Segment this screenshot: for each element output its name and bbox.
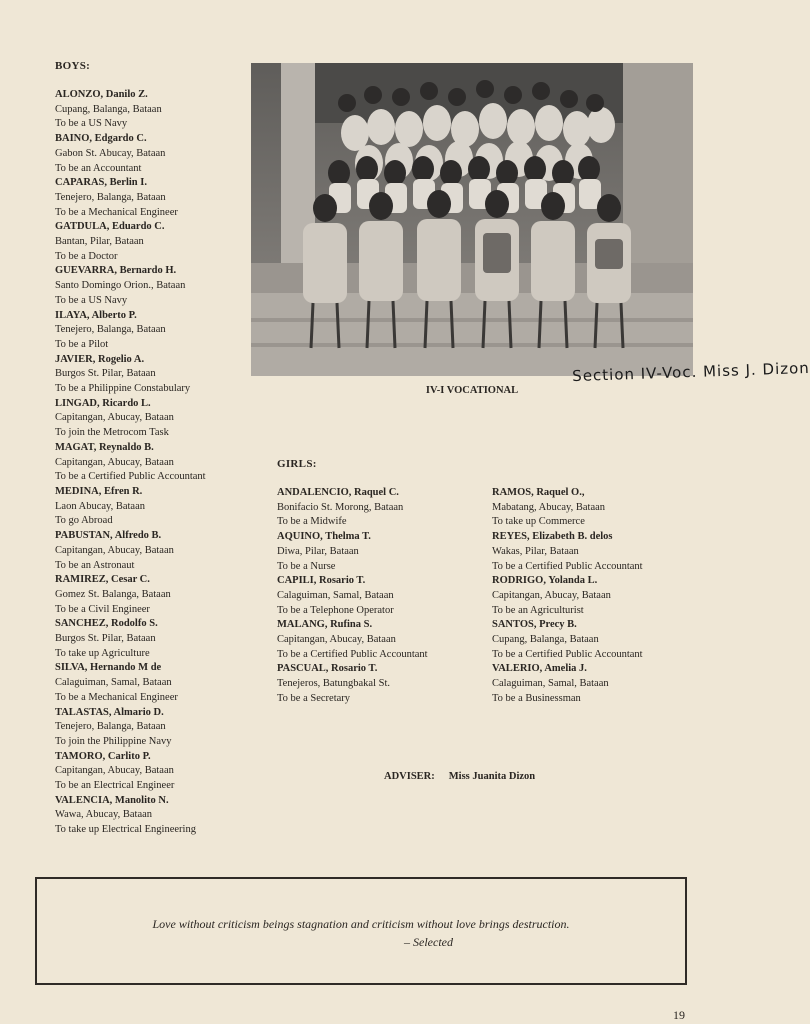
class-photo [251, 63, 810, 386]
student-entry [55, 176, 255, 220]
girls-column-1 [277, 486, 477, 707]
student-entry [55, 485, 255, 529]
student-goal: To be a Certified Public Accountant [55, 471, 206, 483]
student-name: ILAYA, Alberto P. [55, 309, 137, 321]
student-name: RAMOS, Raquel O., [492, 487, 585, 498]
student-goal: To be a Certified Public Accountant [492, 560, 643, 572]
student-entry [277, 486, 477, 530]
student-goal: To go Abroad [55, 515, 113, 527]
quote-box [35, 877, 687, 985]
student-goal: To be a Pilot [55, 338, 109, 350]
student-name: VALERIO, Amelia J. [492, 663, 587, 675]
student-name: GUEVARRA, Bernardo H. [55, 265, 177, 277]
student-entry [492, 662, 702, 706]
student-name: MALANG, Rufina S. [277, 619, 373, 631]
boys-heading: BOYS: [55, 60, 91, 72]
student-address: Tenejero, Balanga, Bataan [55, 191, 166, 203]
student-entry [492, 574, 702, 618]
student-address: Laon Abucay, Bataan [55, 500, 145, 512]
student-name: ALONZO, Danilo Z. [55, 89, 148, 100]
quote-text: Love without criticism beings stagnation and criticism without love brings destruction. [152, 917, 570, 931]
student-name: CAPARAS, Berlin I. [55, 177, 147, 189]
student-goal: To be an Electrical Engineer [55, 780, 175, 792]
student-name: ANDALENCIO, Raquel C. [277, 487, 399, 498]
student-goal: To be a US Navy [55, 294, 128, 306]
student-name: RAMIREZ, Cesar C. [55, 574, 150, 586]
student-address: Gabon St. Abucay, Bataan [55, 147, 166, 159]
student-entry [55, 132, 255, 176]
student-entry [55, 573, 255, 617]
student-goal: To be a Secretary [277, 692, 351, 704]
student-name: TAMORO, Carlito P. [55, 750, 151, 762]
student-entry [492, 618, 702, 662]
photo-caption: Section IV-Voc. Miss J. Dizon [571, 358, 810, 386]
student-name: BAINO, Edgardo C. [55, 133, 147, 145]
student-entry [277, 618, 477, 662]
boys-list [55, 88, 255, 838]
student-address: Gomez St. Balanga, Bataan [55, 588, 171, 600]
student-goal: To take up Electrical Engineering [55, 824, 196, 836]
student-entry [55, 617, 255, 661]
student-name: SANCHEZ, Rodolfo S. [55, 618, 158, 630]
student-name: MAGAT, Reynaldo B. [55, 441, 154, 453]
student-name: VALENCIA, Manolito N. [55, 794, 169, 806]
student-goal: To be a Telephone Operator [277, 604, 394, 616]
student-address: Tenejero, Balanga, Bataan [55, 324, 166, 336]
student-goal: To be a Midwife [277, 516, 347, 528]
student-name: SANTOS, Precy B. [492, 619, 577, 631]
student-goal: To be a Mechanical Engineer [55, 206, 178, 218]
student-goal: To be a Doctor [55, 250, 118, 262]
student-name: RODRIGO, Yolanda L. [492, 575, 598, 587]
student-entry [55, 794, 255, 838]
student-goal: To be a Certified Public Accountant [277, 648, 428, 660]
student-address: Cupang, Balanga, Bataan [55, 103, 162, 115]
student-address: Mabatang, Abucay, Bataan [492, 501, 606, 513]
student-entry [55, 353, 255, 397]
student-name: MEDINA, Efren R. [55, 485, 143, 497]
student-entry [492, 486, 702, 530]
student-address: Cupang, Balanga, Bataan [492, 634, 599, 646]
student-name: SILVA, Hernando M de [55, 662, 162, 674]
section-label: IV-I VOCATIONAL [425, 385, 519, 396]
student-goal: To join the Philippine Navy [55, 735, 172, 747]
student-goal: To be a Philippine Constabulary [55, 383, 191, 395]
student-address: Calaguiman, Samal, Bataan [277, 589, 394, 601]
student-entry [492, 530, 702, 574]
adviser-label: ADVISER: [384, 771, 435, 782]
student-entry [55, 529, 255, 573]
adviser [384, 771, 535, 782]
student-address: Capitangan, Abucay, Bataan [277, 634, 396, 646]
student-name: PASCUAL, Rosario T. [277, 663, 378, 675]
student-address: Wakas, Pilar, Bataan [492, 545, 579, 557]
class-photo-image [251, 63, 693, 376]
student-goal: To be a Civil Engineer [55, 603, 150, 615]
student-goal: To be a Certified Public Accountant [492, 648, 643, 660]
student-entry [55, 706, 255, 750]
student-goal: To be an Astronaut [55, 559, 135, 571]
student-address: Calaguiman, Samal, Bataan [55, 677, 172, 689]
adviser-name: Miss Juanita Dizon [448, 771, 536, 782]
student-name: LINGAD, Ricardo L. [55, 397, 151, 409]
girls-column-2 [492, 486, 702, 707]
student-name: JAVIER, Rogelio A. [55, 353, 145, 365]
student-goal: To take up Commerce [492, 516, 585, 528]
student-address: Capitangan, Abucay, Bataan [55, 765, 174, 777]
student-entry [55, 220, 255, 264]
student-entry [277, 662, 477, 706]
student-address: Burgos St. Pilar, Bataan [55, 368, 156, 380]
student-goal: To be a Mechanical Engineer [55, 691, 178, 703]
student-entry [55, 397, 255, 441]
student-name: CAPILI, Rosario T. [277, 575, 366, 587]
student-address: Diwa, Pilar, Bataan [277, 545, 359, 557]
student-address: Tenejeros, Batungbakal St. [277, 678, 390, 690]
student-entry [55, 309, 255, 353]
student-entry [277, 574, 477, 618]
student-address: Bantan, Pilar, Bataan [55, 236, 144, 248]
student-name: GATDULA, Eduardo C. [55, 221, 165, 233]
student-address: Calaguiman, Samal, Bataan [492, 678, 609, 690]
student-entry [55, 441, 255, 485]
student-goal: To join the Metrocom Task [55, 427, 169, 439]
student-address: Capitangan, Abucay, Bataan [55, 456, 174, 468]
student-goal: To be an Accountant [55, 162, 142, 174]
student-name: TALASTAS, Almario D. [55, 706, 164, 718]
student-entry [55, 750, 255, 794]
student-entry [55, 661, 255, 705]
student-entry [55, 264, 255, 308]
student-goal: To be an Agriculturist [492, 604, 584, 616]
student-address: Capitangan, Abucay, Bataan [492, 589, 611, 601]
student-address: Capitangan, Abucay, Bataan [55, 412, 174, 424]
student-address: Santo Domingo Orion., Bataan [55, 280, 186, 292]
student-goal: To be a US Navy [55, 118, 128, 130]
student-address: Tenejero, Balanga, Bataan [55, 721, 166, 733]
student-name: REYES, Elizabeth B. delos [492, 531, 613, 543]
girls-heading: GIRLS: [277, 458, 317, 470]
student-address: Burgos St. Pilar, Bataan [55, 633, 156, 645]
student-address: Bonifacio St. Morong, Bataan [277, 501, 404, 513]
quote-source: – Selected [404, 935, 453, 949]
student-address: Wawa, Abucay, Bataan [55, 809, 153, 821]
student-goal: To be a Nurse [277, 560, 336, 572]
student-entry [277, 530, 477, 574]
student-goal: To be a Businessman [492, 692, 581, 704]
student-name: AQUINO, Thelma T. [277, 531, 371, 543]
student-goal: To take up Agriculture [55, 647, 150, 659]
student-address: Capitangan, Abucay, Bataan [55, 544, 174, 556]
page-number: 19 [673, 1008, 685, 1022]
student-name: PABUSTAN, Alfredo B. [55, 530, 162, 542]
student-entry [55, 88, 255, 132]
